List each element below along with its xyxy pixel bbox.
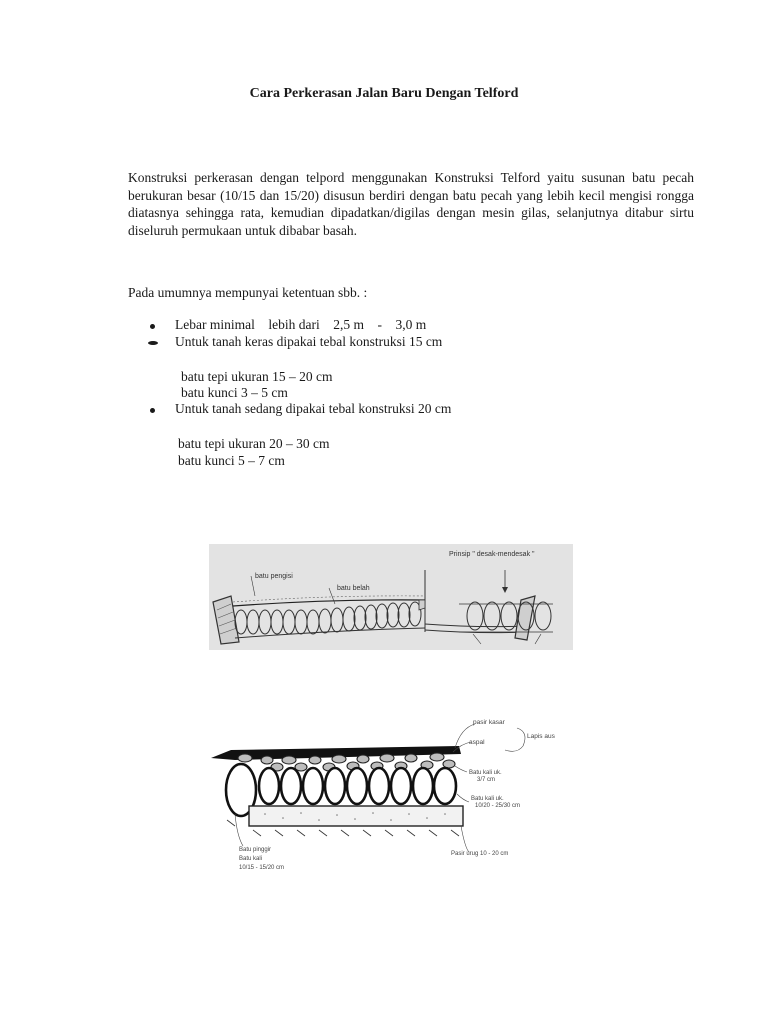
- label-aspal: aspal: [469, 739, 485, 746]
- label-batu-pinggir: Batu pinggir: [239, 847, 272, 853]
- requirements-intro: Pada umumnya mempunyai ketentuan sbb. :: [128, 285, 368, 300]
- label-lapis-aus: Lapis aus: [527, 733, 555, 740]
- list-item: Untuk tanah keras dipakai tebal konstruksi 15 cm: [175, 334, 443, 349]
- label-prinsip: Prinsip " desak-mendesak ": [449, 551, 535, 558]
- label-batu-pinggir-ukuran: 10/15 - 15/20 cm: [239, 865, 285, 871]
- sub-item: batu kunci 5 – 7 cm: [178, 453, 285, 468]
- label-batu-kali-besar: Batu kali uk.: [471, 796, 504, 802]
- label-pasir-kasar: pasir kasar: [473, 719, 505, 726]
- bullet-icon: [150, 408, 155, 413]
- label-batu-pengisi: batu pengisi: [255, 573, 293, 580]
- intro-paragraph: Konstruksi perkerasan dengan telpord menggunakan Konstruksi Telford yaitu susunan batu pecah berukuran besar (10/15 dan 15/20) disusun berdiri dengan batu pecah yang lebih kecil mengisi rongga diatasnya sehingga rata, kemudian dipadatkan/digilas dengan mesin gilas, selanjutnya ditabur sirtu diseluruh permukaan untuk dibabar basah.: [128, 170, 694, 238]
- label-pasir-urug: Pasir urug 10 - 20 cm: [451, 851, 509, 857]
- sub-item: batu tepi ukuran 20 – 30 cm: [178, 436, 330, 451]
- bullet-icon: [148, 341, 158, 345]
- sub-item: batu tepi ukuran 15 – 20 cm: [181, 369, 333, 384]
- page-title: Cara Perkerasan Jalan Baru Dengan Telford: [249, 86, 519, 101]
- label-batu-kali-kecil: Batu kali uk.: [469, 770, 502, 776]
- label-batu-kali-kecil-ukuran: 3/7 cm: [477, 777, 496, 783]
- bullet-icon: [150, 324, 155, 329]
- list-item: Untuk tanah sedang dipakai tebal konstruksi 20 cm: [175, 401, 452, 416]
- label-batu-kali-besar-ukuran: 10/20 - 25/30 cm: [475, 803, 521, 809]
- pavement-layers-figure: [205, 710, 585, 885]
- telford-cross-section-figure: [209, 544, 573, 650]
- list-item: Lebar minimal lebih dari 2,5 m - 3,0 m: [175, 317, 427, 332]
- label-batu-kali: Batu kali: [239, 856, 263, 862]
- label-batu-belah: batu belah: [337, 585, 370, 592]
- sub-item: batu kunci 3 – 5 cm: [181, 385, 288, 400]
